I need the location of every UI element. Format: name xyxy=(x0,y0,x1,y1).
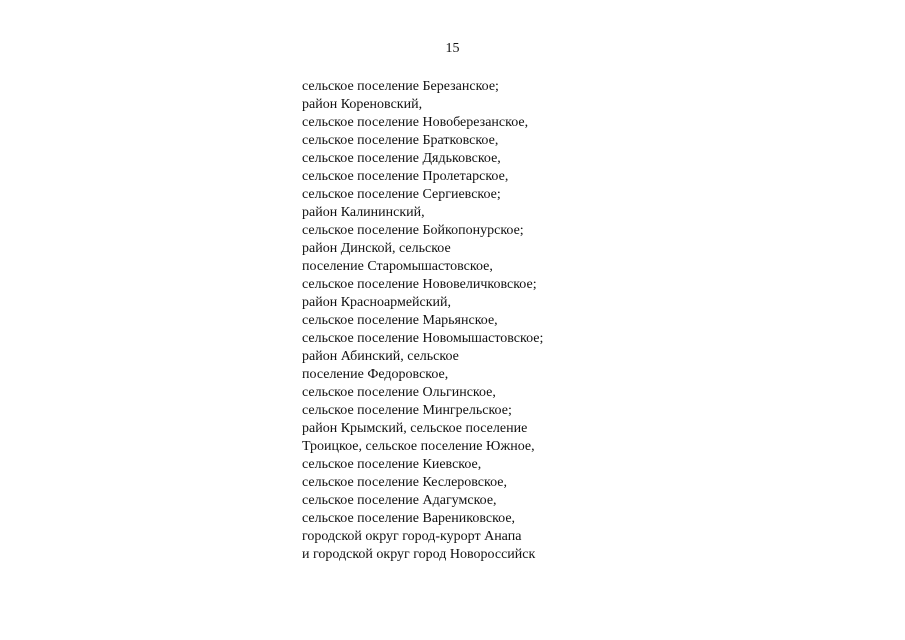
text-line: сельское поселение Бойкопонурское; xyxy=(302,223,524,238)
text-line: район Крымский, сельское поселение xyxy=(302,421,528,436)
text-line: сельское поселение Новоберезанское, xyxy=(302,115,529,130)
text-line: сельское поселение Марьянское, xyxy=(302,313,498,328)
text-line: район Абинский, сельское xyxy=(302,349,459,364)
text-line: поселение Старомышастовское, xyxy=(302,259,493,274)
text-line: городской округ город-курорт Анапа xyxy=(302,529,522,544)
text-line: поселение Федоровское, xyxy=(302,367,449,382)
text-line: сельское поселение Мингрельское; xyxy=(302,403,512,418)
text-line: сельское поселение Новомышастовское; xyxy=(302,331,544,346)
text-line: сельское поселение Пролетарское, xyxy=(302,169,509,184)
text-line: сельское поселение Братковское, xyxy=(302,133,499,148)
text-line: район Кореновский, xyxy=(302,97,423,112)
text-line: сельское поселение Дядьковское, xyxy=(302,151,501,166)
text-line: сельское поселение Березанское; xyxy=(302,79,499,94)
text-line: район Красноармейский, xyxy=(302,295,452,310)
text-line: сельское поселение Кеслеровское, xyxy=(302,475,507,490)
text-line: район Калининский, xyxy=(302,205,425,220)
text-line: район Динской, сельское xyxy=(302,241,451,256)
text-line: сельское поселение Варениковское, xyxy=(302,511,516,526)
text-line: сельское поселение Нововеличковское; xyxy=(302,277,537,292)
text-line: и городской округ город Новороссийск xyxy=(302,547,536,562)
text-line: Троицкое, сельское поселение Южное, xyxy=(302,439,535,454)
text-line: сельское поселение Сергиевское; xyxy=(302,187,501,202)
page-number: 15 xyxy=(445,41,460,56)
text-line: сельское поселение Киевское, xyxy=(302,457,482,472)
text-line: сельское поселение Ольгинское, xyxy=(302,385,496,400)
text-line: сельское поселение Адагумское, xyxy=(302,493,497,508)
document-body xyxy=(302,78,722,564)
